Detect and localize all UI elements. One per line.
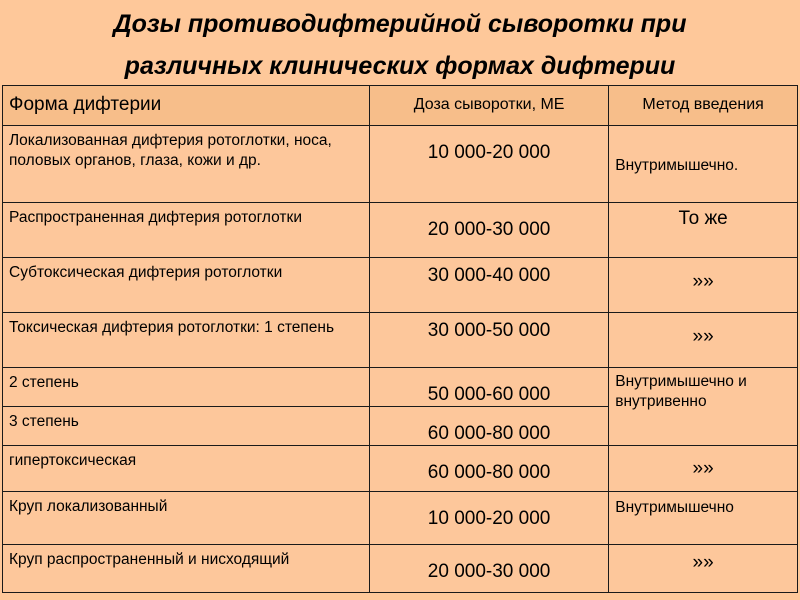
cell-dose: 20 000-30 000 xyxy=(369,203,608,258)
table-row xyxy=(3,545,798,593)
cell-form: Распространенная дифтерия ротоглотки xyxy=(3,203,370,258)
cell-method: Внутримышечно xyxy=(609,492,798,545)
cell-form: Круп локализованный xyxy=(3,492,370,545)
header-form: Форма дифтерии xyxy=(3,86,370,126)
cell-method: »» xyxy=(609,258,798,313)
table-header-row xyxy=(3,86,798,126)
cell-method: »» xyxy=(609,446,798,492)
cell-method: Внутримышечно и внутривенно xyxy=(609,368,798,446)
page-title xyxy=(0,3,800,87)
cell-dose: 10 000-20 000 xyxy=(369,492,608,545)
cell-dose: 20 000-30 000 xyxy=(369,545,608,593)
cell-form: Токсическая дифтерия ротоглотки: 1 степень xyxy=(3,313,370,368)
table-row xyxy=(3,203,798,258)
header-method: Метод введения xyxy=(609,86,798,126)
cell-dose: 60 000-80 000 xyxy=(369,407,608,446)
cell-form: 3 степень xyxy=(3,407,370,446)
table-row xyxy=(3,126,798,203)
cell-method: »» xyxy=(609,545,798,593)
cell-method: Внутримышечно. xyxy=(609,126,798,203)
title-line-2: различных клинических формах дифтерии xyxy=(124,52,676,80)
serum-dose-table xyxy=(2,85,798,593)
cell-form: 2 степень xyxy=(3,368,370,407)
cell-dose: 30 000-40 000 xyxy=(369,258,608,313)
table-row xyxy=(3,368,798,407)
cell-method: То же xyxy=(609,203,798,258)
cell-form: Субтоксическая дифтерия ротоглотки xyxy=(3,258,370,313)
cell-method: »» xyxy=(609,313,798,368)
cell-form: Локализованная дифтерия ротоглотки, носа, половых органов, глаза, кожи и др. xyxy=(3,126,370,203)
cell-form: Круп распространенный и нисходящий xyxy=(3,545,370,593)
cell-dose: 30 000-50 000 xyxy=(369,313,608,368)
table-row xyxy=(3,446,798,492)
table-row xyxy=(3,492,798,545)
table-row xyxy=(3,258,798,313)
cell-dose: 60 000-80 000 xyxy=(369,446,608,492)
cell-dose: 50 000-60 000 xyxy=(369,368,608,407)
cell-form: гипертоксическая xyxy=(3,446,370,492)
cell-dose: 10 000-20 000 xyxy=(369,126,608,203)
title-line-1: Дозы противодифтерийной сыворотки при xyxy=(113,10,687,38)
header-dose: Доза сыворотки, МЕ xyxy=(369,86,608,126)
table-row xyxy=(3,313,798,368)
